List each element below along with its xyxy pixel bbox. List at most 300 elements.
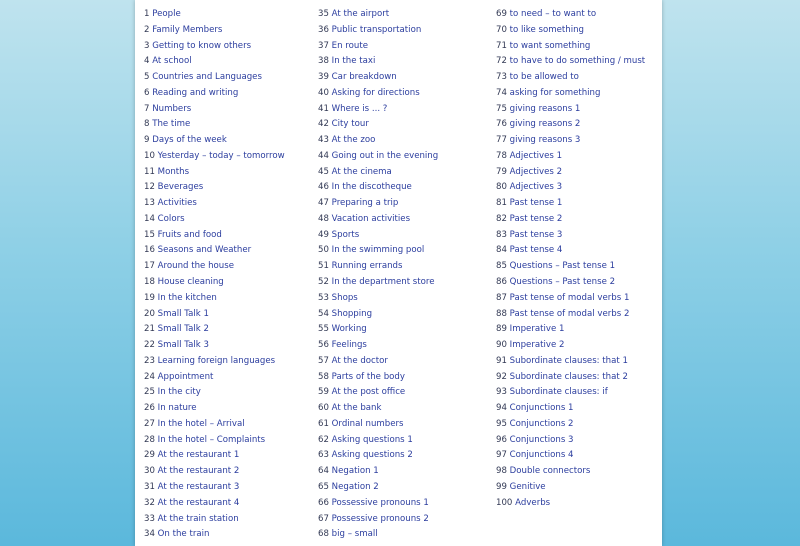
- lesson-link[interactable]: Negation 2: [331, 481, 379, 492]
- lesson-link[interactable]: Genitive: [509, 481, 546, 492]
- lesson-link[interactable]: Subordinate clauses: if: [509, 387, 608, 398]
- lesson-list-item: [318, 338, 438, 354]
- lesson-link[interactable]: Adjectives 2: [509, 166, 563, 177]
- lesson-list-item: [496, 7, 645, 23]
- lesson-list-item: [144, 23, 285, 39]
- lesson-list-item: [318, 370, 438, 386]
- lesson-list-item: [144, 243, 285, 259]
- lesson-list-item: [144, 496, 285, 512]
- lesson-number: 86: [496, 277, 507, 288]
- lesson-number: 81: [496, 198, 507, 209]
- lesson-list-item: [318, 322, 438, 338]
- lesson-link[interactable]: Past tense 3: [509, 229, 563, 240]
- lesson-link[interactable]: Vacation activities: [331, 213, 411, 224]
- lesson-list-item: [318, 259, 438, 275]
- lesson-number: 64: [318, 466, 329, 477]
- lesson-list-item: [496, 464, 645, 480]
- lesson-link[interactable]: At the doctor: [331, 355, 388, 366]
- lesson-list-item: [318, 196, 438, 212]
- lesson-list-item: [496, 39, 645, 55]
- lesson-number: 10: [144, 150, 155, 161]
- lesson-number: 26: [144, 403, 155, 414]
- lesson-number: 21: [144, 324, 155, 335]
- lesson-list-item: [144, 86, 285, 102]
- lesson-list-item: [496, 212, 645, 228]
- lesson-number: 14: [144, 213, 155, 224]
- lesson-number: 50: [318, 245, 329, 256]
- lesson-list-item: [318, 54, 438, 70]
- lesson-number: 55: [318, 324, 329, 335]
- lesson-number: 6: [144, 87, 150, 98]
- lesson-link[interactable]: At school: [152, 56, 192, 67]
- lesson-link[interactable]: Appointment: [157, 371, 214, 382]
- lesson-list-item: [144, 165, 285, 181]
- lesson-list-item: [318, 23, 438, 39]
- lesson-list-item: [144, 370, 285, 386]
- lesson-number: 42: [318, 119, 329, 130]
- lesson-number: 11: [144, 166, 155, 177]
- lesson-number: 18: [144, 277, 155, 288]
- lesson-link[interactable]: giving reasons 1: [509, 103, 581, 114]
- lesson-link[interactable]: Adverbs: [515, 497, 551, 508]
- lesson-link[interactable]: Asking questions 2: [331, 450, 413, 461]
- lesson-number: 75: [496, 103, 507, 114]
- lesson-list-item: [144, 259, 285, 275]
- lesson-list-item: [144, 102, 285, 118]
- lesson-link[interactable]: Questions – Past tense 1: [509, 261, 616, 272]
- lesson-list-item: [496, 370, 645, 386]
- lesson-number: 34: [144, 529, 155, 540]
- lesson-list-item: [144, 7, 285, 23]
- lesson-link[interactable]: Conjunctions 4: [509, 450, 574, 461]
- lesson-link[interactable]: People: [152, 9, 181, 19]
- lesson-number: 62: [318, 434, 329, 445]
- lesson-list-item: [496, 180, 645, 196]
- lesson-link[interactable]: In the department store: [331, 277, 435, 288]
- lesson-link[interactable]: Getting to know others: [152, 40, 252, 51]
- lesson-number: 16: [144, 245, 155, 256]
- lesson-list-item: [496, 338, 645, 354]
- lesson-number: 7: [144, 103, 150, 114]
- lesson-link[interactable]: Ordinal numbers: [331, 418, 404, 429]
- lesson-link[interactable]: Double connectors: [509, 466, 591, 477]
- lesson-link[interactable]: In the city: [157, 387, 201, 398]
- lesson-list-item: [144, 527, 285, 543]
- lesson-link[interactable]: big – small: [331, 529, 378, 540]
- lesson-number: 44: [318, 150, 329, 161]
- lesson-number: 17: [144, 261, 155, 272]
- lesson-list-item: [144, 433, 285, 449]
- lesson-number: 87: [496, 292, 507, 303]
- lesson-link[interactable]: Where is ... ?: [331, 103, 388, 114]
- lesson-list-item: [318, 243, 438, 259]
- lesson-link[interactable]: Public transportation: [331, 24, 422, 35]
- lesson-list-item: [318, 291, 438, 307]
- lesson-link[interactable]: At the cinema: [331, 166, 392, 177]
- lesson-number: 78: [496, 150, 507, 161]
- lesson-list-item: [144, 212, 285, 228]
- lesson-list-item: [144, 196, 285, 212]
- lesson-number: 35: [318, 9, 329, 19]
- lesson-link[interactable]: At the airport: [331, 9, 390, 19]
- lesson-link[interactable]: Negation 1: [331, 466, 379, 477]
- lesson-list-item: [496, 70, 645, 86]
- lesson-number: 13: [144, 198, 155, 209]
- lesson-link[interactable]: Subordinate clauses: that 1: [509, 355, 628, 366]
- lesson-link[interactable]: Learning foreign languages: [157, 355, 276, 366]
- lesson-list-item: [318, 401, 438, 417]
- lesson-link[interactable]: Colors: [157, 213, 185, 224]
- lesson-link[interactable]: giving reasons 3: [509, 135, 581, 146]
- lesson-link[interactable]: Activities: [157, 198, 197, 209]
- lesson-link[interactable]: In the hotel – Arrival: [157, 418, 245, 429]
- lesson-list-item: [318, 165, 438, 181]
- lesson-list-item: [144, 464, 285, 480]
- lesson-number: 2: [144, 24, 150, 35]
- lesson-number: 8: [144, 119, 150, 130]
- lesson-list-item: [318, 275, 438, 291]
- lesson-number: 43: [318, 135, 329, 146]
- lesson-number: 40: [318, 87, 329, 98]
- lesson-link[interactable]: At the restaurant 1: [157, 450, 240, 461]
- lesson-list-item: [496, 448, 645, 464]
- lesson-link[interactable]: to be allowed to: [509, 72, 579, 83]
- lesson-link[interactable]: Past tense 1: [509, 198, 563, 209]
- lesson-list-item: [144, 480, 285, 496]
- lesson-number: 99: [496, 481, 507, 492]
- lesson-list-item: [144, 354, 285, 370]
- lesson-link[interactable]: Going out in the evening: [331, 150, 439, 161]
- lesson-number: 46: [318, 182, 329, 193]
- lesson-list-item: [496, 117, 645, 133]
- lesson-number: 71: [496, 40, 507, 51]
- lesson-number: 67: [318, 513, 329, 524]
- lesson-list-item: [496, 165, 645, 181]
- lesson-link[interactable]: At the restaurant 4: [157, 497, 240, 508]
- lesson-link[interactable]: to have to do something / must: [509, 56, 646, 67]
- lesson-number: 58: [318, 371, 329, 382]
- lesson-link[interactable]: In the swimming pool: [331, 245, 425, 256]
- lesson-list-item: [144, 385, 285, 401]
- lesson-number: 59: [318, 387, 329, 398]
- lesson-number: 65: [318, 481, 329, 492]
- lesson-link[interactable]: In the taxi: [331, 56, 376, 67]
- lesson-link[interactable]: At the zoo: [331, 135, 376, 146]
- lesson-number: 100: [496, 497, 513, 508]
- lesson-link[interactable]: Conjunctions 3: [509, 434, 574, 445]
- lesson-link[interactable]: Adjectives 3: [509, 182, 563, 193]
- lesson-link[interactable]: Past tense 2: [509, 213, 563, 224]
- lesson-number: 57: [318, 355, 329, 366]
- lesson-number: 79: [496, 166, 507, 177]
- lesson-list-item: [144, 54, 285, 70]
- lesson-link[interactable]: Past tense of modal verbs 2: [509, 308, 630, 319]
- lesson-list-item: [496, 354, 645, 370]
- lesson-list-item: [318, 86, 438, 102]
- lesson-link[interactable]: At the train station: [157, 513, 239, 524]
- lesson-list-item: [144, 448, 285, 464]
- lesson-list-item: [318, 228, 438, 244]
- lesson-list-item: [496, 228, 645, 244]
- lesson-link[interactable]: Subordinate clauses: that 2: [509, 371, 628, 382]
- lesson-number: 89: [496, 324, 507, 335]
- lesson-number: 70: [496, 24, 507, 35]
- lesson-list-item: [318, 496, 438, 512]
- lesson-link[interactable]: Imperative 1: [509, 324, 565, 335]
- lesson-number: 39: [318, 72, 329, 83]
- lesson-number: 54: [318, 308, 329, 319]
- lesson-number: 68: [318, 529, 329, 540]
- lesson-number: 98: [496, 466, 507, 477]
- lesson-link[interactable]: Reading and writing: [152, 87, 239, 98]
- lesson-number: 15: [144, 229, 155, 240]
- lesson-number: 51: [318, 261, 329, 272]
- lesson-list-item: [496, 149, 645, 165]
- lesson-link[interactable]: Preparing a trip: [331, 198, 399, 209]
- lesson-link[interactable]: At the bank: [331, 403, 382, 414]
- lesson-number: 72: [496, 56, 507, 67]
- lesson-list-item: [496, 54, 645, 70]
- lesson-number: 32: [144, 497, 155, 508]
- lesson-link[interactable]: Around the house: [157, 261, 234, 272]
- lesson-list-item: [144, 70, 285, 86]
- lesson-number: 31: [144, 481, 155, 492]
- lesson-list-item: [496, 385, 645, 401]
- lesson-list-item: [318, 307, 438, 323]
- lesson-list-item: [144, 133, 285, 149]
- lesson-number: 93: [496, 387, 507, 398]
- lesson-link[interactable]: Shops: [331, 292, 358, 303]
- lesson-link[interactable]: Months: [157, 166, 190, 177]
- lesson-link[interactable]: In the discotheque: [331, 182, 412, 193]
- lesson-link[interactable]: At the post office: [331, 387, 406, 398]
- lesson-link[interactable]: Asking for directions: [331, 87, 420, 98]
- lesson-link[interactable]: At the restaurant 2: [157, 466, 240, 477]
- lesson-link[interactable]: Possessive pronouns 1: [331, 497, 429, 508]
- lesson-index-panel: [135, 0, 662, 546]
- lesson-column-1: [144, 7, 285, 543]
- lesson-number: 61: [318, 418, 329, 429]
- lesson-link[interactable]: Countries and Languages: [152, 72, 262, 83]
- lesson-number: 91: [496, 355, 507, 366]
- lesson-link[interactable]: Imperative 2: [509, 340, 565, 351]
- lesson-link[interactable]: to like something: [509, 24, 584, 35]
- lesson-number: 24: [144, 371, 155, 382]
- lesson-number: 36: [318, 24, 329, 35]
- lesson-list-item: [318, 102, 438, 118]
- lesson-link[interactable]: Family Members: [152, 24, 223, 35]
- lesson-link[interactable]: Small Talk 3: [157, 340, 209, 351]
- lesson-link[interactable]: Conjunctions 2: [509, 418, 574, 429]
- lesson-list-item: [144, 39, 285, 55]
- lesson-link[interactable]: In the hotel – Complaints: [157, 434, 266, 445]
- lesson-list-item: [318, 464, 438, 480]
- lesson-column-3: [496, 7, 645, 512]
- lesson-link[interactable]: The time: [152, 119, 191, 130]
- lesson-number: 80: [496, 182, 507, 193]
- lesson-list-item: [496, 259, 645, 275]
- lesson-number: 3: [144, 40, 150, 51]
- lesson-list-item: [144, 149, 285, 165]
- lesson-list-item: [496, 480, 645, 496]
- lesson-link[interactable]: Adjectives 1: [509, 150, 563, 161]
- lesson-number: 9: [144, 135, 150, 146]
- lesson-link[interactable]: Parts of the body: [331, 371, 405, 382]
- lesson-list-item: [144, 275, 285, 291]
- lesson-link[interactable]: Asking questions 1: [331, 434, 413, 445]
- lesson-list-item: [318, 385, 438, 401]
- lesson-number: 37: [318, 40, 329, 51]
- lesson-number: 12: [144, 182, 155, 193]
- lesson-number: 77: [496, 135, 507, 146]
- lesson-list-item: [318, 117, 438, 133]
- lesson-list-item: [144, 180, 285, 196]
- lesson-number: 63: [318, 450, 329, 461]
- lesson-list-item: [144, 228, 285, 244]
- lesson-link[interactable]: to want something: [509, 40, 591, 51]
- lesson-number: 53: [318, 292, 329, 303]
- lesson-link[interactable]: Past tense 4: [509, 245, 563, 256]
- lesson-link[interactable]: Questions – Past tense 2: [509, 277, 616, 288]
- lesson-number: 1: [144, 9, 150, 19]
- lesson-number: 33: [144, 513, 155, 524]
- lesson-list-item: [144, 322, 285, 338]
- lesson-link[interactable]: Past tense of modal verbs 1: [509, 292, 630, 303]
- lesson-number: 83: [496, 229, 507, 240]
- lesson-number: 19: [144, 292, 155, 303]
- lesson-list-item: [318, 480, 438, 496]
- lesson-number: 95: [496, 418, 507, 429]
- lesson-link[interactable]: to need – to want to: [509, 9, 597, 19]
- lesson-number: 30: [144, 466, 155, 477]
- lesson-link[interactable]: Days of the week: [152, 135, 227, 146]
- lesson-number: 82: [496, 213, 507, 224]
- lesson-link[interactable]: En route: [331, 40, 368, 51]
- lesson-number: 76: [496, 119, 507, 130]
- lesson-list-item: [318, 212, 438, 228]
- lesson-number: 92: [496, 371, 507, 382]
- lesson-number: 56: [318, 340, 329, 351]
- lesson-list-item: [318, 149, 438, 165]
- lesson-link[interactable]: Shopping: [331, 308, 373, 319]
- lesson-link[interactable]: Small Talk 1: [157, 308, 209, 319]
- lesson-number: 29: [144, 450, 155, 461]
- lesson-link[interactable]: Sports: [331, 229, 360, 240]
- lesson-list-item: [496, 243, 645, 259]
- lesson-column-2: [318, 7, 438, 543]
- lesson-link[interactable]: Small Talk 2: [157, 324, 209, 335]
- lesson-number: 4: [144, 56, 150, 67]
- lesson-number: 38: [318, 56, 329, 67]
- lesson-link[interactable]: Running errands: [331, 261, 403, 272]
- lesson-list-item: [496, 196, 645, 212]
- lesson-list-item: [496, 401, 645, 417]
- lesson-number: 23: [144, 355, 155, 366]
- lesson-number: 27: [144, 418, 155, 429]
- lesson-link[interactable]: Feelings: [331, 340, 367, 351]
- lesson-link[interactable]: Car breakdown: [331, 72, 397, 83]
- lesson-list-item: [144, 117, 285, 133]
- lesson-number: 85: [496, 261, 507, 272]
- lesson-list-item: [496, 496, 645, 512]
- lesson-number: 88: [496, 308, 507, 319]
- lesson-list-item: [318, 7, 438, 23]
- lesson-list-item: [318, 133, 438, 149]
- lesson-number: 20: [144, 308, 155, 319]
- lesson-list-item: [496, 291, 645, 307]
- lesson-link[interactable]: Fruits and food: [157, 229, 222, 240]
- lesson-link[interactable]: giving reasons 2: [509, 119, 581, 130]
- lesson-link[interactable]: House cleaning: [157, 277, 224, 288]
- lesson-list-item: [318, 70, 438, 86]
- lesson-link[interactable]: In the kitchen: [157, 292, 217, 303]
- lesson-list-item: [496, 307, 645, 323]
- lesson-number: 60: [318, 403, 329, 414]
- lesson-list-item: [496, 23, 645, 39]
- lesson-link[interactable]: City tour: [331, 119, 369, 130]
- lesson-number: 45: [318, 166, 329, 177]
- lesson-list-item: [318, 354, 438, 370]
- lesson-number: 48: [318, 213, 329, 224]
- lesson-list-item: [318, 417, 438, 433]
- lesson-number: 73: [496, 72, 507, 83]
- lesson-list-item: [318, 512, 438, 528]
- lesson-link[interactable]: On the train: [157, 529, 210, 540]
- lesson-number: 69: [496, 9, 507, 19]
- lesson-list-item: [144, 291, 285, 307]
- lesson-list-item: [496, 433, 645, 449]
- lesson-list-item: [318, 180, 438, 196]
- lesson-number: 97: [496, 450, 507, 461]
- lesson-number: 74: [496, 87, 507, 98]
- lesson-list-item: [496, 275, 645, 291]
- lesson-link[interactable]: In nature: [157, 403, 197, 414]
- lesson-number: 66: [318, 497, 329, 508]
- lesson-number: 84: [496, 245, 507, 256]
- lesson-number: 47: [318, 198, 329, 209]
- lesson-number: 52: [318, 277, 329, 288]
- lesson-link[interactable]: Possessive pronouns 2: [331, 513, 429, 524]
- lesson-number: 94: [496, 403, 507, 414]
- lesson-number: 5: [144, 72, 150, 83]
- lesson-number: 25: [144, 387, 155, 398]
- lesson-list-item: [144, 338, 285, 354]
- lesson-list-item: [496, 86, 645, 102]
- lesson-list-item: [496, 102, 645, 118]
- lesson-link[interactable]: Beverages: [157, 182, 204, 193]
- lesson-number: 49: [318, 229, 329, 240]
- lesson-link[interactable]: At the restaurant 3: [157, 481, 240, 492]
- lesson-list-item: [496, 133, 645, 149]
- lesson-list-item: [318, 39, 438, 55]
- lesson-list-item: [318, 448, 438, 464]
- lesson-list-item: [144, 307, 285, 323]
- lesson-link[interactable]: Working: [331, 324, 367, 335]
- lesson-link[interactable]: Seasons and Weather: [157, 245, 252, 256]
- lesson-link[interactable]: Yesterday – today – tomorrow: [157, 150, 285, 161]
- lesson-list-item: [318, 527, 438, 543]
- lesson-list-item: [144, 417, 285, 433]
- lesson-list-item: [144, 512, 285, 528]
- lesson-list-item: [496, 417, 645, 433]
- lesson-list-item: [318, 433, 438, 449]
- lesson-number: 96: [496, 434, 507, 445]
- lesson-link[interactable]: asking for something: [509, 87, 601, 98]
- lesson-link[interactable]: Numbers: [152, 103, 192, 114]
- lesson-number: 28: [144, 434, 155, 445]
- lesson-list-item: [144, 401, 285, 417]
- lesson-link[interactable]: Conjunctions 1: [509, 403, 574, 414]
